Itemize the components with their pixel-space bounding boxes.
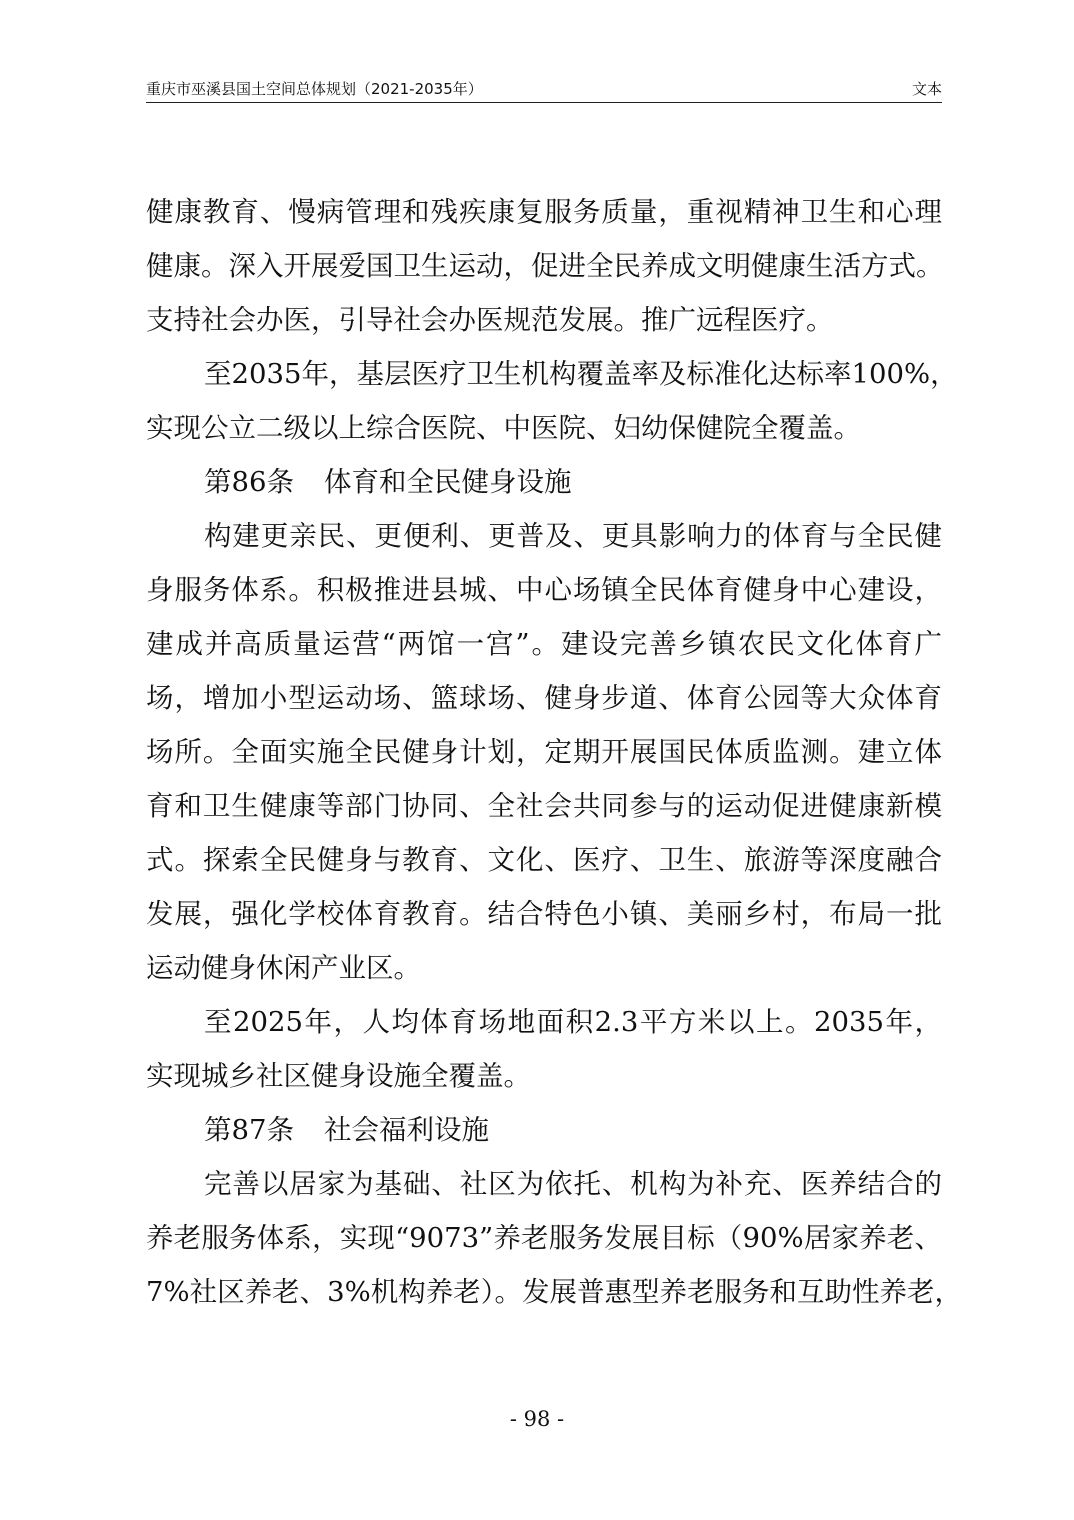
document-title: 重庆市巫溪县国土空间总体规划（2021-2035年） (146, 80, 483, 98)
article-title: 体育和全民健身设施 (324, 466, 572, 498)
body-line: 实现城乡社区健身设施全覆盖。 (146, 1060, 531, 1092)
body-line: 育和卫生健康等部门协同、全社会共同参与的运动促进健康新模 (146, 790, 942, 822)
body-line: 场所。全面实施全民健身计划，定期开展国民体质监测。建立体 (146, 736, 942, 768)
body-line: 至2025年，人均体育场地面积2.3平方米以上。2035年， (204, 1006, 942, 1038)
body-line: 实现公立二级以上综合医院、中医院、妇幼保健院全覆盖。 (146, 412, 861, 444)
body-line: 健康教育、慢病管理和残疾康复服务质量，重视精神卫生和心理 (146, 196, 942, 228)
body-line: 支持社会办医，引导社会办医规范发展。推广远程医疗。 (146, 304, 834, 336)
body-line: 至2035年，基层医疗卫生机构覆盖率及标准化达标率100%， (204, 358, 958, 390)
body-line: 完善以居家为基础、社区为依托、机构为补充、医养结合的 (204, 1168, 942, 1200)
article-87-heading (146, 1103, 942, 1157)
body-line: 身服务体系。积极推进县城、中心场镇全民体育健身中心建设， (146, 574, 942, 606)
article-title: 社会福利设施 (324, 1114, 489, 1146)
article-86-heading (146, 455, 942, 509)
body-line: 场，增加小型运动场、篮球场、健身步道、体育公园等大众体育 (146, 682, 942, 714)
body-line: 养老服务体系，实现“9073”养老服务发展目标（90%居家养老、 (146, 1222, 942, 1254)
body-line: 7%社区养老、3%机构养老）。发展普惠型养老服务和互助性养老， (146, 1276, 963, 1308)
page-header (146, 76, 942, 103)
article-number: 第86条 (204, 466, 294, 498)
body-line: 式。探索全民健身与教育、文化、医疗、卫生、旅游等深度融合 (146, 844, 942, 876)
body-line: 建成并高质量运营“两馆一宫”。建设完善乡镇农民文化体育广 (146, 628, 942, 660)
article-number: 第87条 (204, 1114, 294, 1146)
body-line: 发展，强化学校体育教育。结合特色小镇、美丽乡村，布局一批 (146, 898, 942, 930)
page-number: - 98 - (509, 1407, 565, 1431)
document-body (146, 185, 963, 1319)
body-line: 健康。深入开展爱国卫生运动，促进全民养成文明健康生活方式。 (146, 250, 944, 282)
body-line: 构建更亲民、更便利、更普及、更具影响力的体育与全民健 (204, 520, 942, 552)
section-label: 文本 (911, 80, 942, 98)
body-line: 运动健身休闲产业区。 (146, 952, 421, 984)
